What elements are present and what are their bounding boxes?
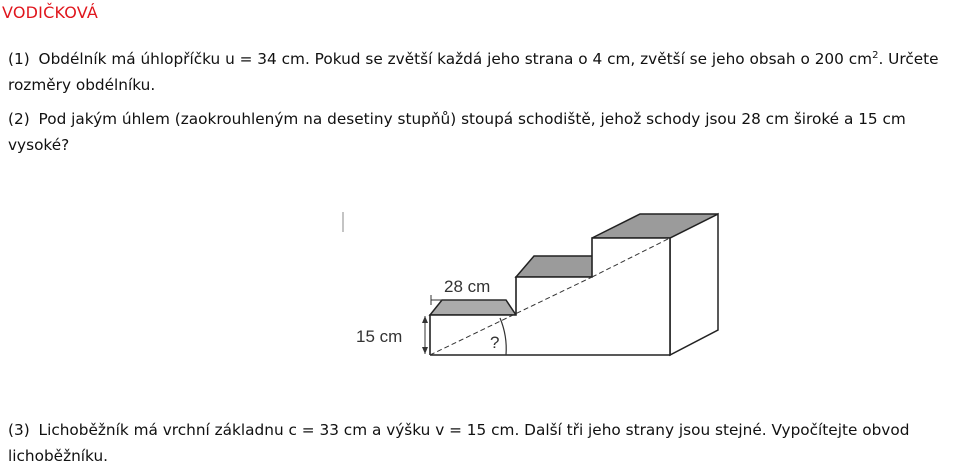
- problem-number: (2): [8, 110, 30, 128]
- staircase-figure: [330, 200, 730, 360]
- problem-text: Pod jakým úhlem (zaokrouhleným na desetiny stupňů) stoupá schodiště, jehož schody jsou 28 cm široké a 15 cm vysoké?: [8, 110, 906, 154]
- height-arrow-bottom: [422, 347, 428, 354]
- superscript-exponent: 2: [872, 50, 879, 61]
- problem-text: Obdélník má úhlopříčku u = 34 cm. Pokud se zvětší každá jeho strana o 4 cm, zvětší se jeho obsah o 200 cm: [38, 50, 873, 68]
- angle-label: ?: [490, 333, 500, 352]
- staircase-tread-lower: [430, 300, 516, 315]
- height-arrow-top: [422, 316, 428, 323]
- width-label: 28 cm: [444, 277, 491, 296]
- problem-number: (1): [8, 50, 30, 68]
- problem-2: [8, 106, 956, 158]
- problem-1: [8, 46, 956, 98]
- problem-text-end: . Určete rozměry obdélníku.: [8, 50, 939, 94]
- problem-number: (3): [8, 421, 30, 439]
- author-title: VODIČKOVÁ: [2, 3, 99, 22]
- problem-3: [8, 417, 956, 469]
- height-label: 15 cm: [356, 327, 403, 346]
- problem-text: Lichoběžník má vrchní základnu c = 33 cm a výšku v = 15 cm. Další tři jeho strany jsou stejné. Vypočítejte obvod lichoběžníku.: [8, 421, 910, 465]
